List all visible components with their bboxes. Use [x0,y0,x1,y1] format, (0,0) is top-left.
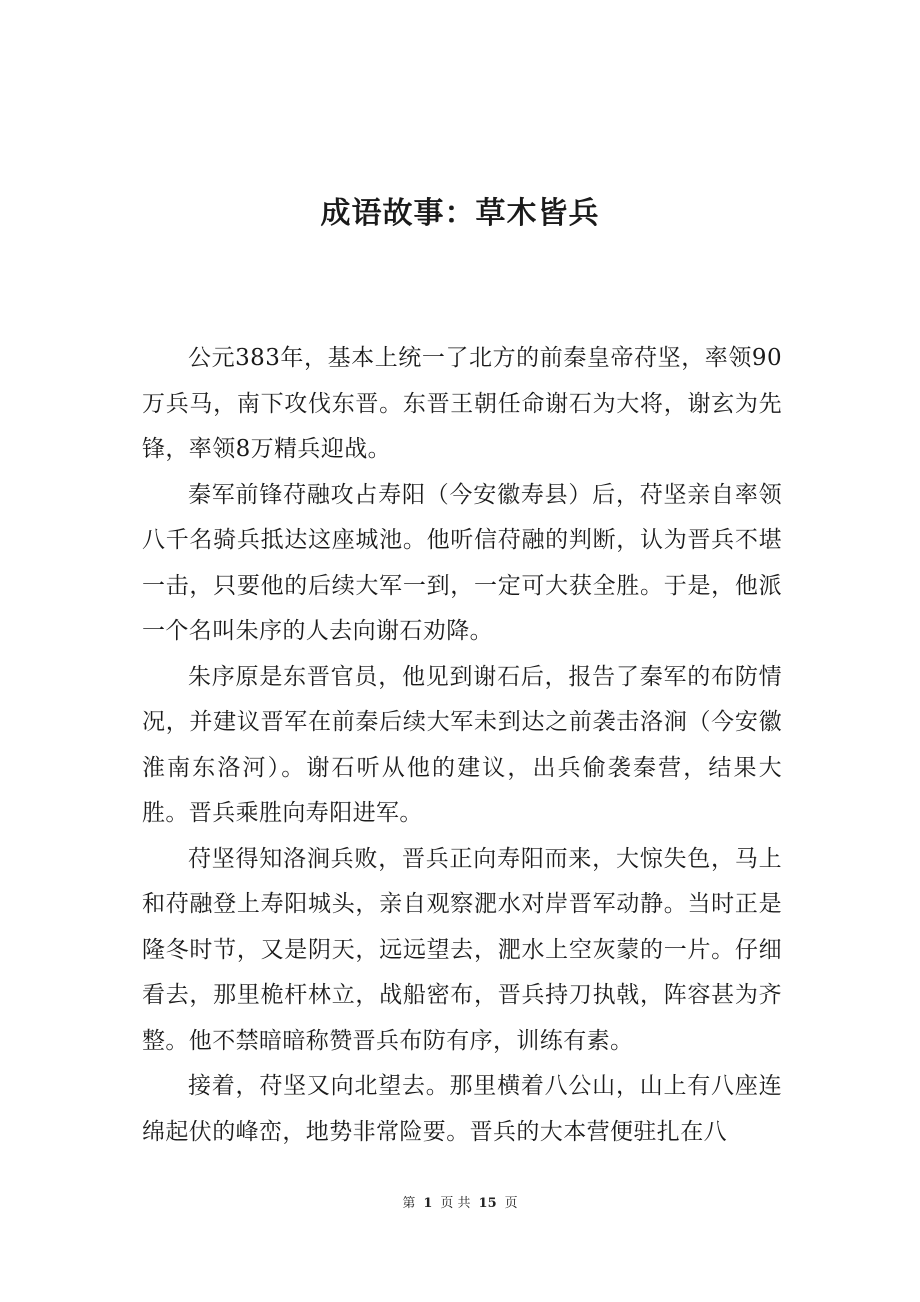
footer-total-pages: 15 [478,1196,497,1211]
footer-prefix: 第 [402,1196,416,1211]
footer-middle: 页 共 [440,1196,471,1211]
document-body [142,336,782,1155]
footer-suffix: 页 [504,1196,518,1211]
paragraph-4: 苻坚得知洛涧兵败，晋兵正向寿阳而来，大惊失色，马上和苻融登上寿阳城头，亲自观察淝水对岸晋军动静。当时正是隆冬时节，又是阴天，远远望去，淝水上空灰蒙的一片。仔细看去，那里桅杆林立，战船密布，晋兵持刀执戟，阵容甚为齐整。他不禁暗暗称赞晋兵布防有序，训练有素。 [142,845,782,1054]
paragraph-2: 秦军前锋苻融攻占寿阳（今安徽寿县）后，苻坚亲自率领八千名骑兵抵达这座城池。他听信苻融的判断，认为晋兵不堪一击，只要他的后续大军一到，一定可大获全胜。于是，他派一个名叫朱序的人去向谢石劝降。 [142,481,782,644]
paragraph-5: 接着，苻坚又向北望去。那里横着八公山，山上有八座连绵起伏的峰峦，地势非常险要。晋兵的大本营便驻扎在八 [142,1073,782,1145]
paragraph-3: 朱序原是东晋官员，他见到谢石后，报告了秦军的布防情况，并建议晋军在前秦后续大军未到达之前袭击洛涧（今安徽淮南东洛河）。谢石听从他的建议，出兵偷袭秦营，结果大胜。晋兵乘胜向寿阳进军。 [142,663,782,826]
paragraph-1: 公元383年，基本上统一了北方的前秦皇帝苻坚，率领90万兵马，南下攻伐东晋。东晋王朝任命谢石为大将，谢玄为先锋，率领8万精兵迎战。 [142,345,782,462]
footer-page-number: 1 [423,1196,433,1211]
page-footer [0,1192,920,1211]
document-title: 成语故事：草木皆兵 [320,196,600,231]
